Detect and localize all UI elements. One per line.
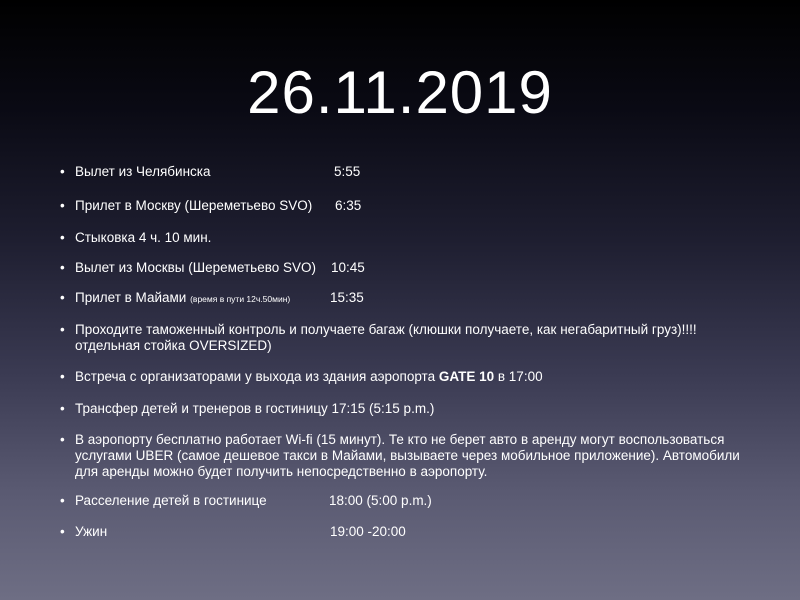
item-main-text: Прилет в Майами xyxy=(75,290,187,305)
item-text: Трансфер детей и тренеров в гостиницу 17:15 (5:15 p.m.) xyxy=(75,401,435,416)
bullet-icon: • xyxy=(60,164,65,179)
item-text: Прилет в Москву (Шереметьево SVO) xyxy=(75,198,313,213)
gate-label: GATE 10 xyxy=(438,369,495,384)
bullet-icon: • xyxy=(60,432,65,447)
item-text-before: Встреча с организаторами у выхода из здания аэропорта xyxy=(75,369,439,384)
item-time: 18:00 (5:00 p.m.) xyxy=(329,493,432,508)
item-text-after: в 17:00 xyxy=(494,369,543,384)
item-note: (время в пути 12ч.50мин) xyxy=(190,294,291,304)
bullet-icon: • xyxy=(60,493,65,508)
item-text: Ужин xyxy=(75,524,108,539)
item-time: 10:45 xyxy=(331,260,365,275)
bullet-icon: • xyxy=(60,369,65,384)
item-time: 19:00 -20:00 xyxy=(330,524,406,539)
item-text: Стыковка 4 ч. 10 мин. xyxy=(75,230,212,245)
item-text xyxy=(75,290,290,307)
item-time: 6:35 xyxy=(335,198,362,213)
item-time: 5:55 xyxy=(334,164,361,179)
bullet-icon: • xyxy=(60,322,65,337)
bullet-icon: • xyxy=(60,230,65,245)
slide-title: 26.11.2019 xyxy=(247,59,553,126)
item-text: Проходите таможенный контроль и получаете багаж (клюшки получаете, как негабаритный груз)!!!! отдельная стойка OVERSIZED) xyxy=(75,322,697,353)
item-text: Вылет из Челябинска xyxy=(75,164,211,179)
bullet-icon: • xyxy=(60,524,65,539)
bullet-icon: • xyxy=(60,290,65,305)
bullet-icon: • xyxy=(60,260,65,275)
item-text: Расселение детей в гостинице xyxy=(75,493,267,508)
bullet-icon: • xyxy=(60,401,65,416)
item-time: 15:35 xyxy=(330,290,364,305)
bullet-icon: • xyxy=(60,198,65,213)
item-text xyxy=(75,369,543,385)
item-text: В аэропорту бесплатно работает Wi-fi (15 минут). Те кто не берет авто в аренду могут воспользоваться услугами UBER (самое дешевое такси в Майами, вызываете через мобильное приложение). Автомобили для аренды можно будет получить непосредственно в аэропорту. xyxy=(75,432,740,479)
item-text: Вылет из Москвы (Шереметьево SVO) xyxy=(75,260,316,275)
